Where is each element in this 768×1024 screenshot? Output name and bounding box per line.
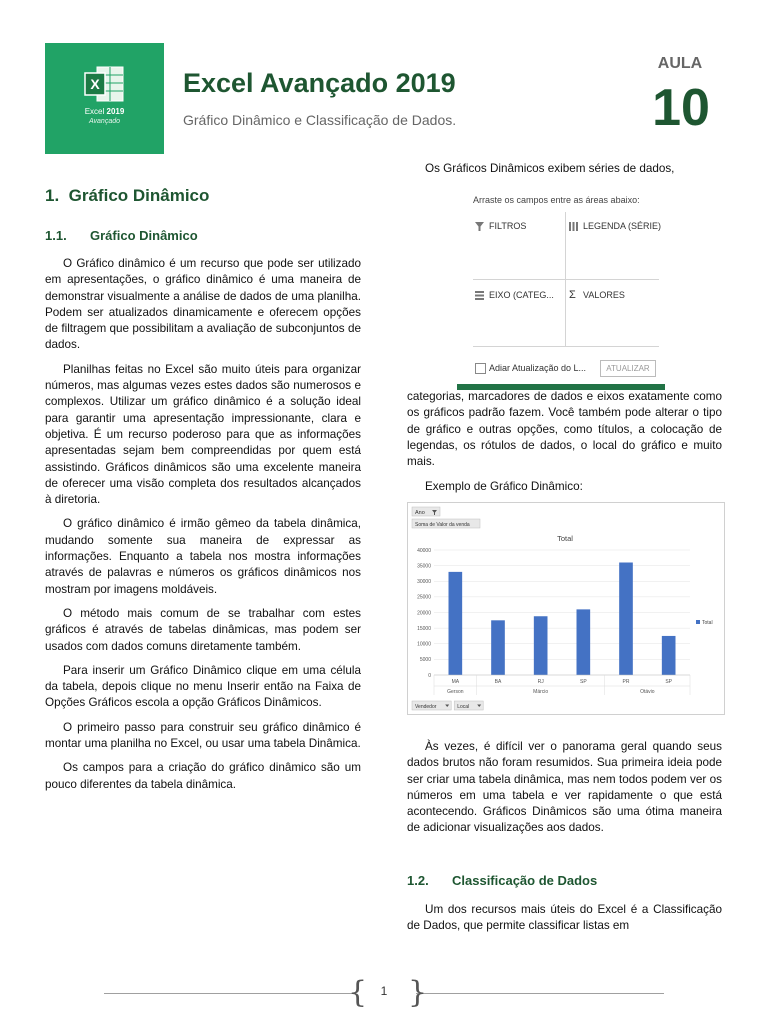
update-button[interactable]: ATUALIZAR	[600, 360, 656, 377]
right-brace-icon: }	[408, 975, 428, 1010]
paragraph: Para inserir um Gráfico Dinâmico clique em uma célula da tabela, depois clique no menu Inserir então na Faixa de Opções Gráficos escola a opção Gráficos Dinâmicos.	[45, 663, 361, 710]
x-tick-label: PR	[622, 679, 630, 685]
values-area-label: VALORES	[583, 290, 625, 300]
excel-logo	[45, 43, 164, 154]
example-label: Exemplo de Gráfico Dinâmico:	[425, 480, 583, 493]
section-1-1-heading: 1.1. Gráfico Dinâmico	[45, 228, 198, 243]
paragraph: O gráfico dinâmico é irmão gêmeo da tabela dinâmica, mudando somente sua maneira de expressar as informações. Enquanto a tabela nos mostra informações através de palavras e números os gráficos dinâmicos nos mostram por imagens moldáveis.	[45, 517, 361, 596]
x-group-label: Márcio	[533, 689, 549, 695]
y-tick-label: 30000	[417, 579, 431, 586]
defer-update-checkbox[interactable]	[475, 363, 486, 374]
logo-line1: Excel 2019	[84, 107, 125, 116]
y-tick-label: 0	[428, 672, 431, 679]
x-tick-label: MA	[451, 679, 460, 685]
filter-icon	[475, 222, 484, 231]
legend-area-label: LEGENDA (SÉRIE)	[583, 221, 662, 231]
legend-label: Total	[702, 620, 713, 626]
pivot-chart	[407, 502, 725, 715]
chart-bar	[534, 616, 548, 675]
x-group-label: Otávio	[640, 689, 655, 695]
defer-update-label: Adiar Atualização do L...	[489, 363, 587, 373]
x-tick-label: SP	[665, 679, 673, 685]
logo-line2: Avançado	[88, 118, 120, 125]
x-group-label: Gerson	[447, 689, 464, 695]
left-brace-icon: {	[348, 975, 368, 1010]
x-tick-label: BA	[494, 679, 502, 685]
axis-field-button-label: Vendedor	[415, 704, 437, 710]
y-tick-label: 5000	[419, 657, 431, 664]
chart-bar	[577, 609, 591, 675]
page-number: 1	[380, 984, 388, 998]
field-panel-hint: Arraste os campos entre as áreas abaixo:	[473, 195, 640, 205]
left-column	[45, 256, 361, 801]
chart-bar	[619, 563, 633, 676]
pivot-field-panel	[457, 188, 665, 390]
axis-area-label: EIXO (CATEG...	[489, 290, 554, 300]
chart-bar	[491, 620, 505, 675]
chart-title: Total	[557, 534, 573, 543]
y-tick-label: 25000	[417, 594, 431, 601]
filters-area-label: FILTROS	[489, 221, 527, 231]
right-after-chart: Às vezes, é difícil ver o panorama geral quando seus dados brutos não foram resumidos. Sua primeira ideia pode ser criar uma tabela dinâmica, mas nem todos podem ver os números em uma tabela e ver rapidamente o que está acontecendo. Gráficos Dinâmicos são uma ótima maneira de adicionar visualizações aos dados.	[407, 740, 722, 835]
chart-bar	[662, 636, 676, 675]
paragraph: O método mais comum de se trabalhar com estes gráficos é através de tabelas dinâmicas, mas podem ser usados com dados comuns diretamente também.	[45, 606, 361, 653]
right-continuation: categorias, marcadores de dados e eixos exatamente como os gráficos padrão fazem. Você também pode alterar o tipo de gráfico e outras opções, como títulos, a colocação de legendas, os rótulos de dados, o local do gráfico e muito mais.	[407, 390, 722, 469]
paragraph: Os campos para a criação do gráfico dinâmico são um pouco diferentes da tabela dinâmica.	[45, 761, 361, 791]
lesson-number: 10	[652, 79, 710, 137]
lesson-label: AULA	[657, 55, 703, 72]
legend-swatch	[696, 620, 700, 624]
columns-icon	[569, 222, 578, 231]
x-tick-label: RJ	[537, 679, 544, 685]
rows-icon	[475, 291, 484, 300]
y-tick-label: 40000	[417, 547, 431, 554]
y-tick-label: 20000	[417, 610, 431, 617]
right-intro: Os Gráficos Dinâmicos exibem séries de dados,	[425, 162, 675, 175]
paragraph: O Gráfico dinâmico é um recurso que pode ser utilizado em apresentações, o gráfico dinâmico é uma maneira de demonstrar visualmente a análise de dados de uma planilha. Podem ser atualizados dinamicamente e oferecem opções de filtragem que possibilitam a avaliação de subconjuntos de dados.	[45, 257, 361, 352]
y-tick-label: 15000	[417, 625, 431, 632]
y-tick-label: 10000	[417, 641, 431, 648]
filter-field-button-label: Ano	[415, 510, 425, 516]
excel-icon-letter: X	[90, 76, 100, 92]
document-subtitle: Gráfico Dinâmico e Classificação de Dados.	[183, 112, 457, 128]
section-1-heading: 1. Gráfico Dinâmico	[45, 186, 210, 205]
document-title: Excel Avançado 2019	[183, 68, 456, 98]
footer-rule-right	[416, 993, 664, 994]
paragraph: O primeiro passo para construir seu gráfico dinâmico é montar uma planilha no Excel, ou usar uma tabela Dinâmica.	[45, 720, 361, 751]
x-tick-label: SP	[579, 679, 587, 685]
axis-field-button-label: Local	[457, 704, 470, 710]
paragraph: Planilhas feitas no Excel são muito úteis para organizar números, mas algumas vezes estes dados são numerosos e complexos. Utilizar um gráfico dinâmico é a solução ideal para garantir uma apresentação impressionante, clara e objetiva. É um recurso poderoso para que as informações apresentadas sejam bem compreendidas por quem está assistindo. Gráficos dinâmicos são uma excelente maneira de oferecer uma visão completa dos resultados alcançados à diretoria.	[45, 362, 361, 507]
pivot-chart-svg	[408, 503, 724, 714]
sigma-icon: Σ	[569, 289, 576, 301]
chart-bar	[449, 572, 463, 675]
footer-rule-left	[104, 993, 352, 994]
value-field-button-label: Soma de Valor da venda	[415, 522, 470, 528]
y-tick-label: 35000	[417, 563, 431, 570]
right-last-paragraph: Um dos recursos mais úteis do Excel é a Classificação de Dados, que permite classificar listas em	[407, 903, 722, 933]
section-1-2-heading: 1.2. Classificação de Dados	[407, 873, 598, 888]
